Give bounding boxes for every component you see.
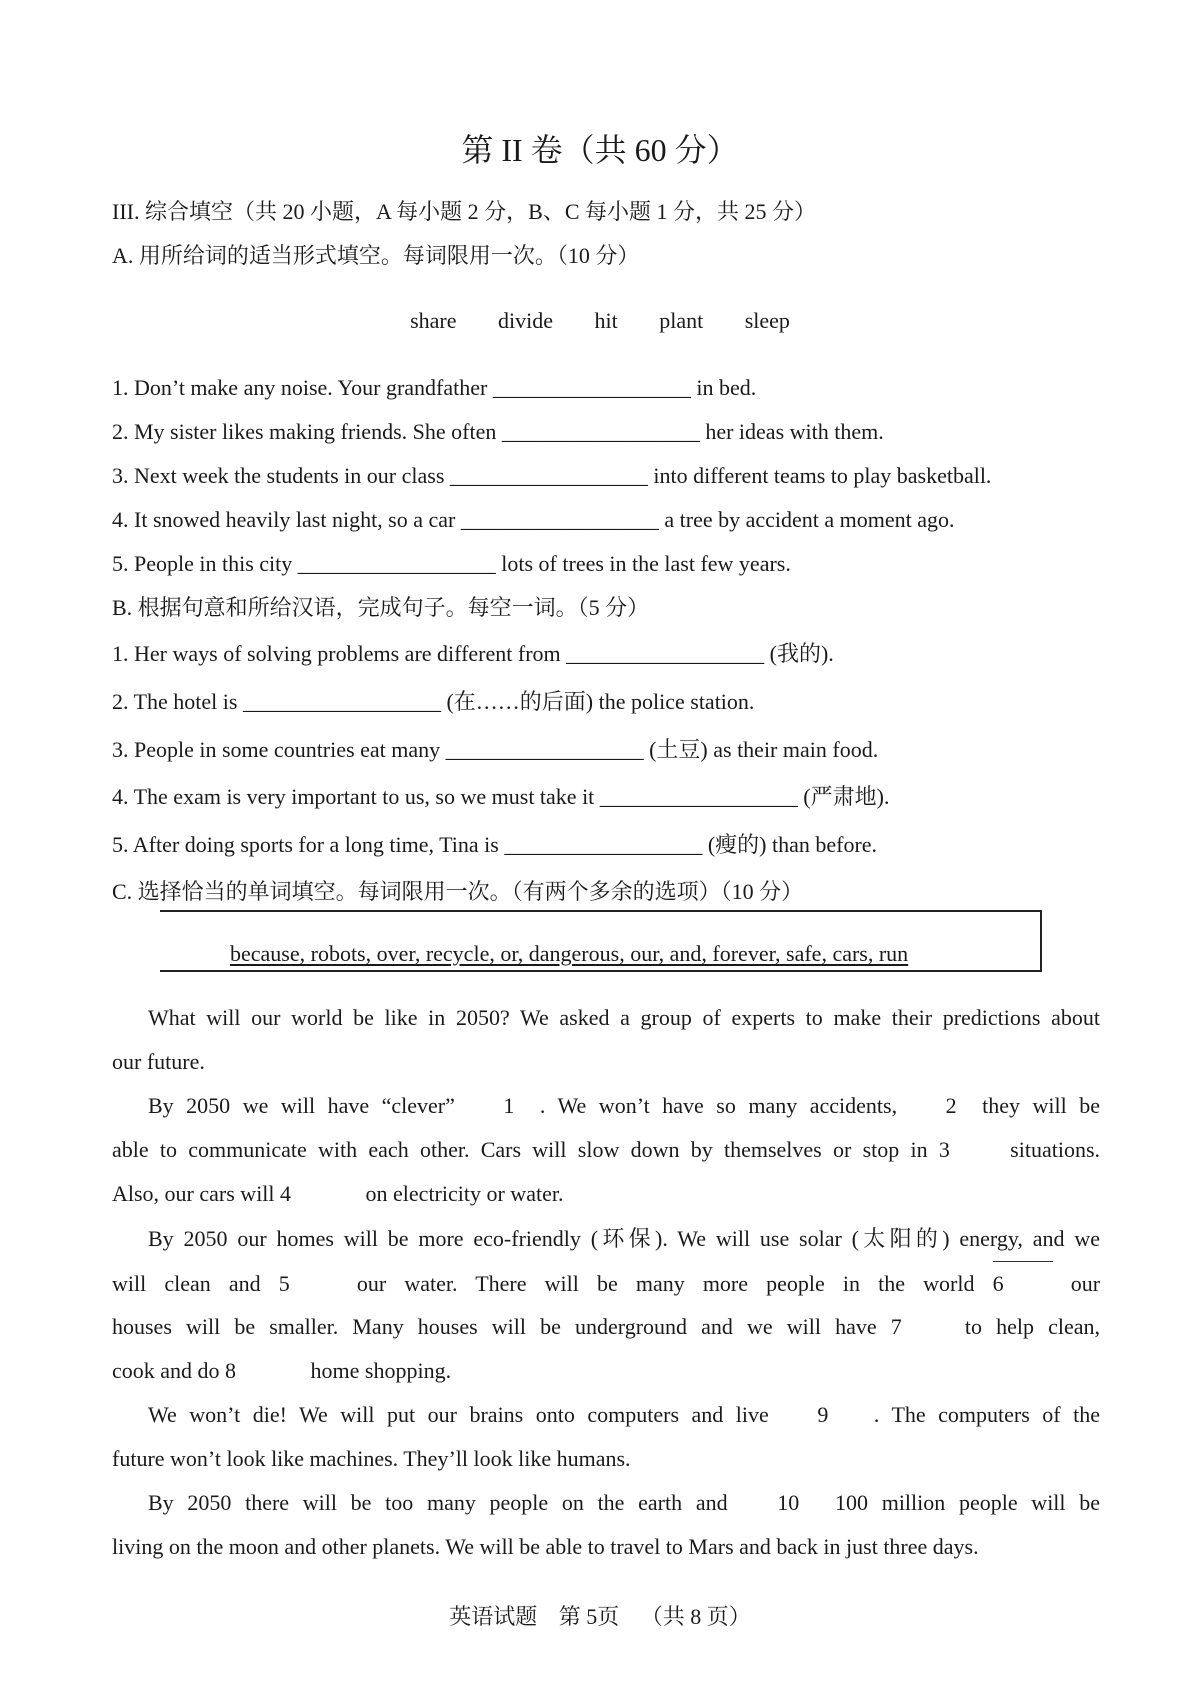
blank-number: 5 <box>278 1271 290 1296</box>
passage-line <box>112 1172 1100 1216</box>
passage-line: living on the moon and other planets. We will be able to travel to Mars and back in just three days. <box>112 1534 979 1559</box>
sectionB-item-1: 1. Her ways of solving problems are different from __________________ (我的). <box>112 641 834 666</box>
sectionB-item-3: 3. People in some countries eat many __________________ (土豆) as their main food. <box>112 737 879 762</box>
passage-line <box>112 1393 1100 1437</box>
passage-line: our future. <box>112 1049 205 1074</box>
blank-number: 3 <box>938 1137 950 1162</box>
passage-line <box>112 1305 1100 1349</box>
passage-text: situations. <box>1010 1137 1101 1162</box>
sectionB-item-5: 5. After doing sports for a long time, Tina is __________________ (瘦的) than before. <box>112 832 878 857</box>
passage-text: 100 million people will be <box>835 1490 1100 1515</box>
page-footer <box>0 1600 1200 1631</box>
passage-text: on electricity or water. <box>365 1181 564 1206</box>
sectionB-item-4: 4. The exam is very important to us, so we must take it __________________ (严肃地). <box>112 784 890 809</box>
passage-text: By 2050 there will be too many people on the earth and <box>148 1490 728 1515</box>
sectionA-header: A. 用所给词的适当形式填空。每词限用一次。（10 分） <box>112 243 640 268</box>
passage-text: to help clean, <box>964 1314 1101 1339</box>
blank-number: 2 <box>945 1093 957 1118</box>
blank-number: 4 <box>280 1181 292 1206</box>
sectionA-item-3: 3. Next week the students in our class __________________ into different teams to play basketball. <box>112 463 992 488</box>
sectionC-header: C. 选择恰当的单词填空。每词限用一次。（有两个多余的选项）（10 分） <box>112 879 804 904</box>
passage-text: By 2050 we will have “clever” <box>148 1093 455 1118</box>
sectionA-item-4: 4. It snowed heavily last night, so a car __________________ a tree by accident a moment ago. <box>112 507 955 532</box>
word-bank-item: divide <box>497 308 553 333</box>
sectionA-item-1: 1. Don’t make any noise. Your grandfather __________________ in bed. <box>112 375 757 400</box>
sectionA-item-2: 2. My sister likes making friends. She often __________________ her ideas with them. <box>112 419 884 444</box>
word-bank-item: share <box>410 308 457 333</box>
passage-text: We won’t die! We will put our brains onto computers and live <box>148 1402 769 1427</box>
blank-number: 1 <box>503 1093 515 1118</box>
word-bank-item: plant <box>659 308 704 333</box>
footer-subject: 英语试题 <box>449 1604 538 1629</box>
passage-line <box>112 1481 1100 1525</box>
sectionC-word-list: because, robots, over, recycle, or, dangerous, our, and, forever, safe, cars, run <box>230 941 909 966</box>
passage-text: . We won’t have so many accidents, <box>539 1093 898 1118</box>
footer-page-number: 第 5页 <box>558 1604 620 1629</box>
passage-text: our water. There will be many more people in the world <box>356 1271 975 1296</box>
blank-number: 10 <box>777 1490 800 1515</box>
footer-total-pages: （共 8 页） <box>640 1604 751 1629</box>
sectionB-header: B. 根据句意和所给汉语，完成句子。每空一词。（5 分） <box>112 595 650 620</box>
passage-line <box>112 1261 1100 1306</box>
passage-text: will clean and <box>112 1271 261 1296</box>
blank-number: 6 <box>993 1261 1053 1306</box>
blank-number: 7 <box>890 1314 902 1339</box>
sectionA-word-bank <box>0 308 1200 334</box>
blank-number: 8 <box>225 1358 237 1383</box>
passage-text: home shopping. <box>310 1358 452 1383</box>
passage-text: our <box>1070 1271 1101 1296</box>
passage-text: able to communicate with each other. Cars will slow down by themselves or stop in <box>112 1137 928 1162</box>
sectionA-item-5: 5. People in this city __________________ lots of trees in the last few years. <box>112 551 791 576</box>
passage-text: houses will be smaller. Many houses will be underground and we will have <box>112 1314 877 1339</box>
passage-line <box>112 1349 1100 1393</box>
section3-header: III. 综合填空（共 20 小题，A 每小题 2 分，B、C 每小题 1 分，共 25 分） <box>112 199 817 224</box>
passage-line: What will our world be like in 2050? We asked a group of experts to make their predictions about <box>148 1005 1100 1030</box>
passage-line <box>112 1084 1100 1128</box>
page-title: 第 II 卷（共 60 分） <box>461 132 739 168</box>
passage-text: Also, our cars will <box>112 1181 275 1206</box>
passage-line: future won’t look like machines. They’ll look like humans. <box>112 1446 631 1471</box>
word-bank-item: hit <box>594 308 618 333</box>
passage-text: cook and do <box>112 1358 220 1383</box>
passage-text: . The computers of the <box>873 1402 1101 1427</box>
sectionB-item-2: 2. The hotel is __________________ (在……的后面) the police station. <box>112 689 755 714</box>
word-bank-item: sleep <box>744 308 790 333</box>
passage-line <box>112 1128 1100 1172</box>
passage-line: By 2050 our homes will be more eco-friendly (环保). We will use solar (太阳的) energy, and we <box>148 1226 1100 1251</box>
blank-number: 9 <box>817 1402 829 1427</box>
passage-text: they will be <box>982 1093 1101 1118</box>
